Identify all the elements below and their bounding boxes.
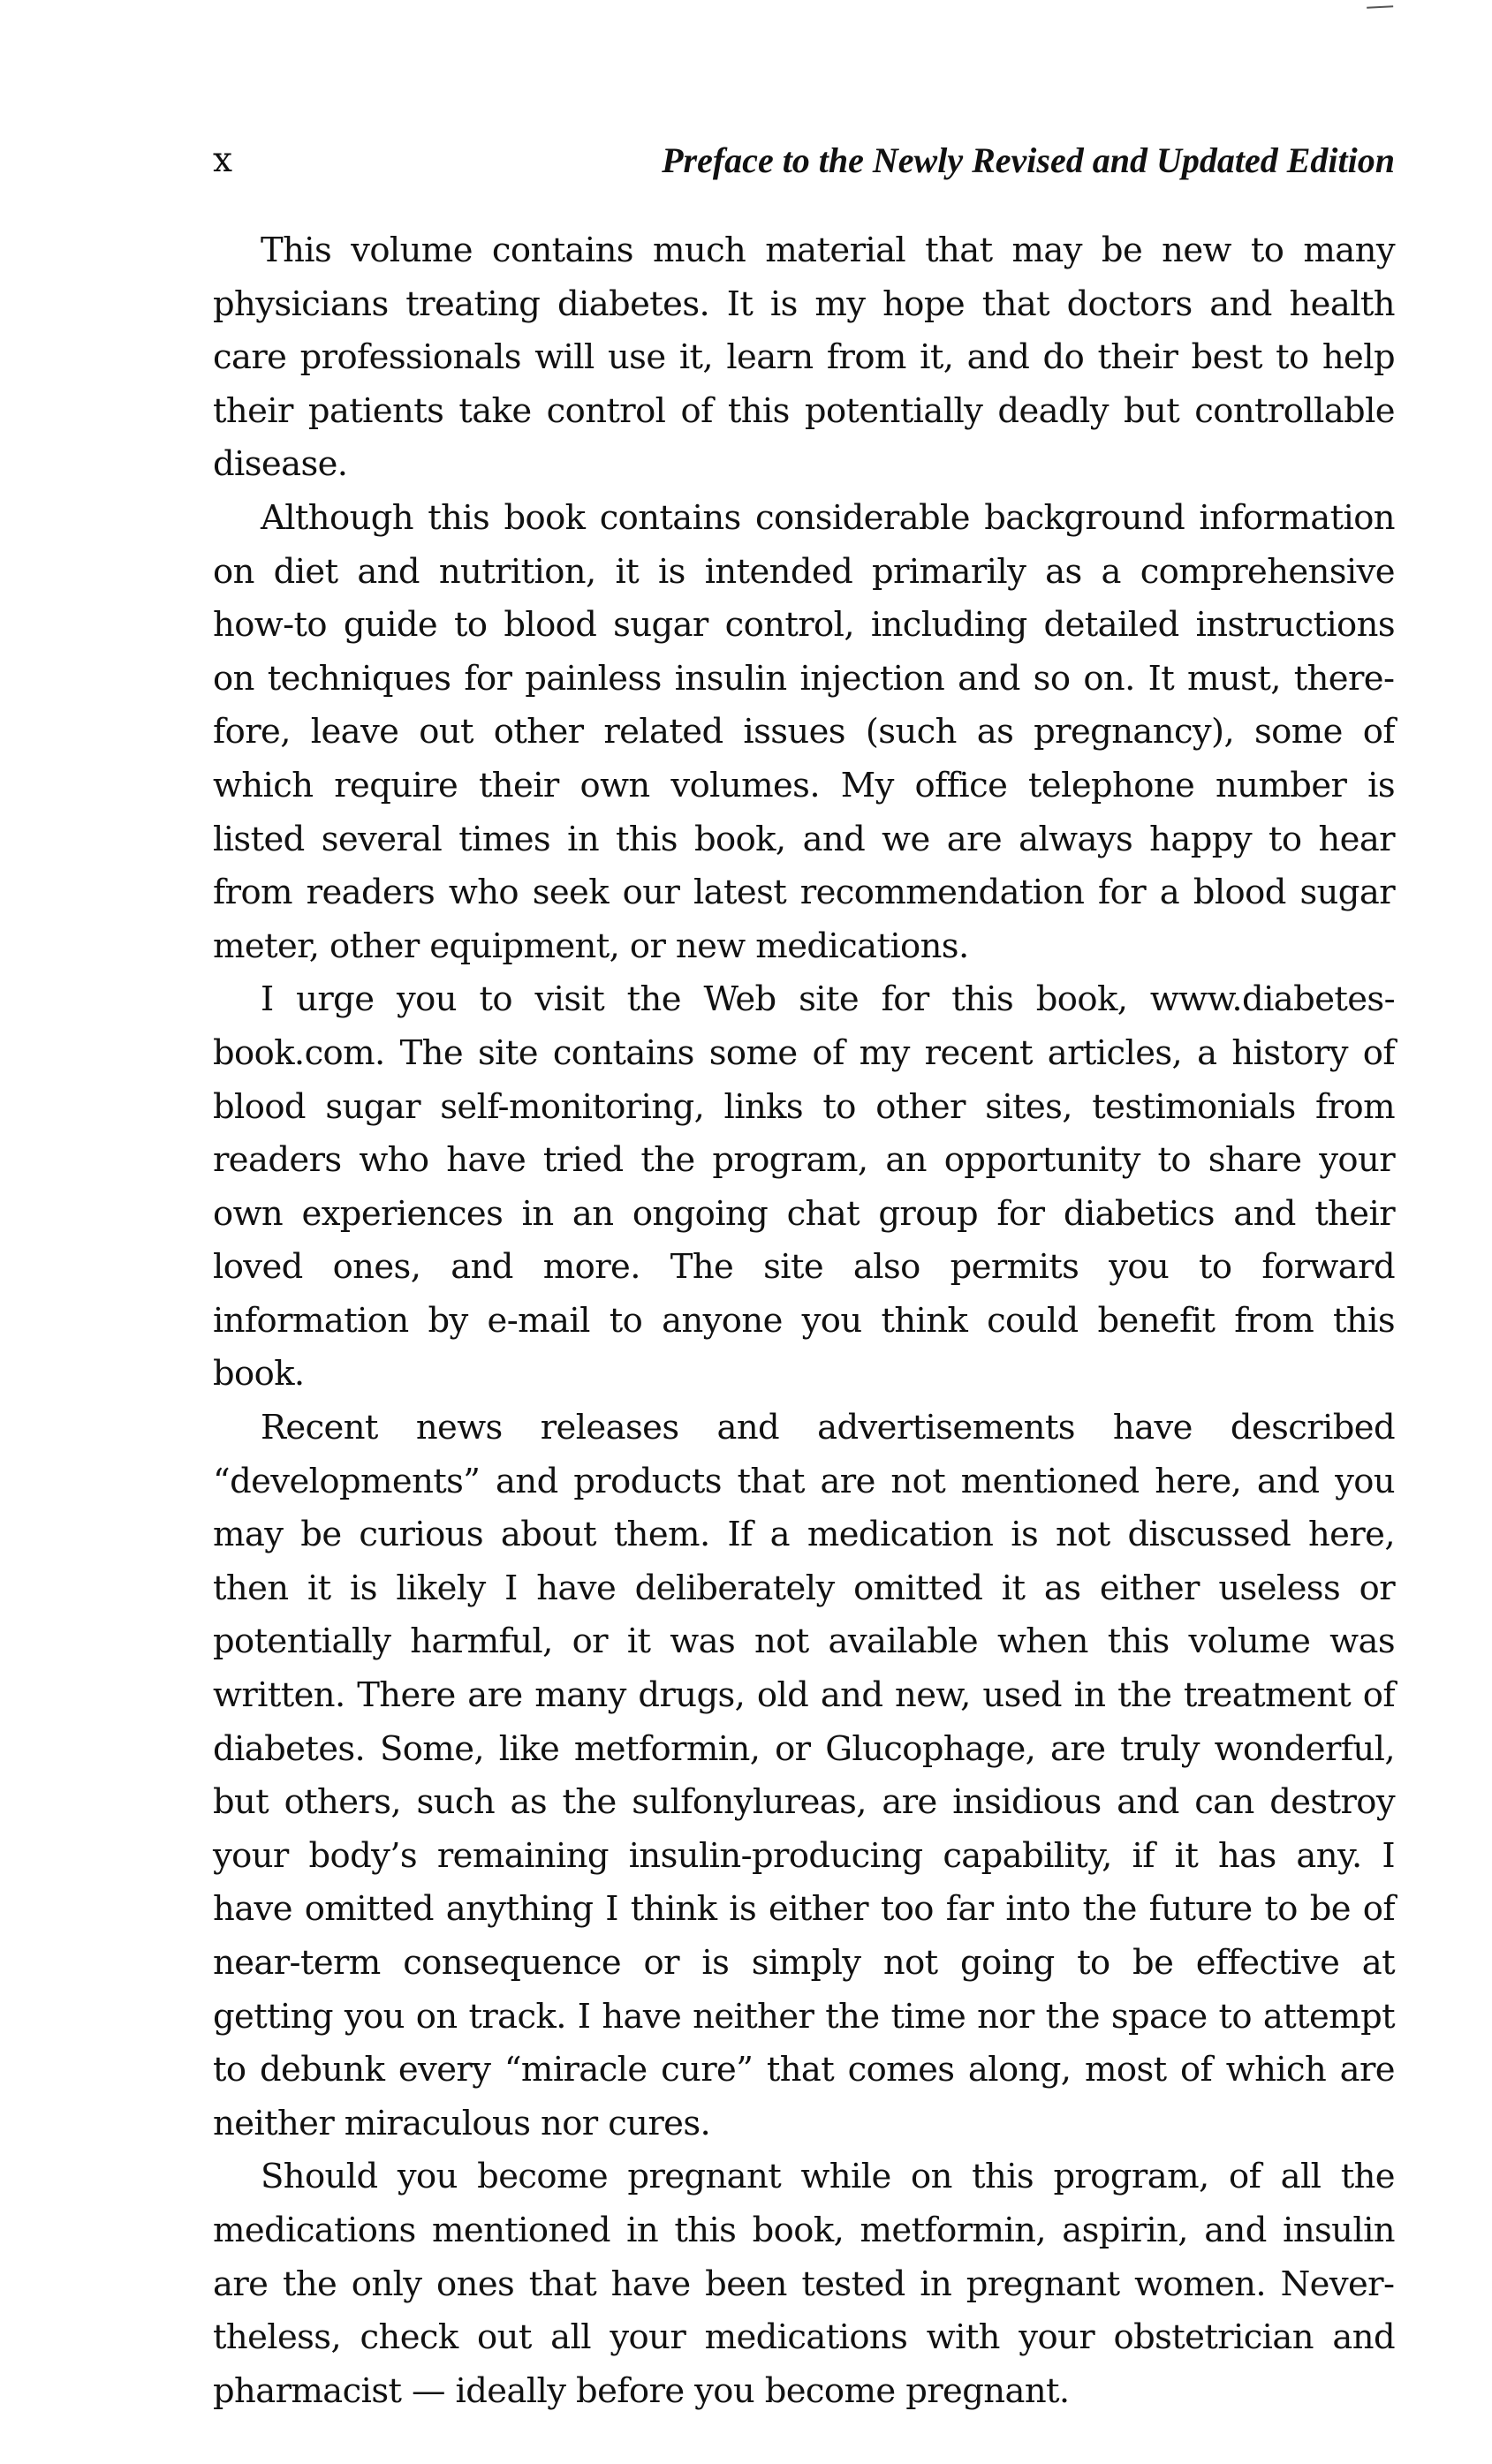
- paragraph-medications: Recent news releases and advertisements have described “developments” and products that are not mentioned here, and you may be curious about them. If a medication is not discussed here, then it is likely I have deliberately omitted it as either useless or potentially harmful, or it was not available when this volume was written. There are many drugs, old and new, used in the treatment of diabetes. Some, like metformin, or Glucophage, are truly wonderful, but others, such as the sulfonylureas, are insidious and can destroy your body’s remaining insulin-producing capability, if it has any. I have omitted anything I think is either too far into the future to be of near-term consequence or is simply not going to be effective at getting you on track. I have neither the time nor the space to attempt to debunk every “miracle cure” that comes along, most of which are neither miraculous nor cures.: [213, 1408, 1395, 2143]
- paragraph-pregnancy: Should you become pregnant while on this program, of all the medications mentioned in this book, metformin, aspirin, and insulin are the only ones that have been tested in pregnant women. Nevertheless, check out all your medications with your obstetrician and pharmacist — ideally before you become pregnant.: [213, 2157, 1395, 2411]
- running-title: Preface to the Newly Revised and Updated Edition: [662, 140, 1395, 180]
- page-number: x: [213, 140, 233, 180]
- scan-corner-mark: [1367, 0, 1393, 9]
- paragraph-medical-professionals: This volume contains much material that may be new to many physicians treating diabetes. It is my hope that doctors and health care professionals will use it, learn from it, and do their best to help their patients take control of this potentially deadly but controllable disease.: [213, 231, 1395, 485]
- paragraph-book-scope: Although this book contains considerable background information on diet and nutrition, it is intended primarily as a comprehensive how-to guide to blood sugar control, including detailed instructions on techniques for painless insulin injection and so on. It must, therefore, leave out other related issues (such as pregnancy), some of which require their own volumes. My office telephone number is listed several times in this book, and we are always happy to hear from readers who seek our latest recommendation for a blood sugar meter, other equipment, or new medications.: [213, 497, 1395, 966]
- running-head: [213, 132, 1395, 189]
- body-text: [213, 224, 1395, 2418]
- paragraph-website: I urge you to visit the Web site for this book, www.diabetes-book.com. The site contains some of my recent articles, a history of blood sugar self-monitoring, links to other sites, testimonials from readers who have tried the program, an opportunity to share your own experiences in an ongoing chat group for diabetics and their loved ones, and more. The site also permits you to forward information by e-mail to anyone you think could benefit from this book.: [213, 979, 1395, 1395]
